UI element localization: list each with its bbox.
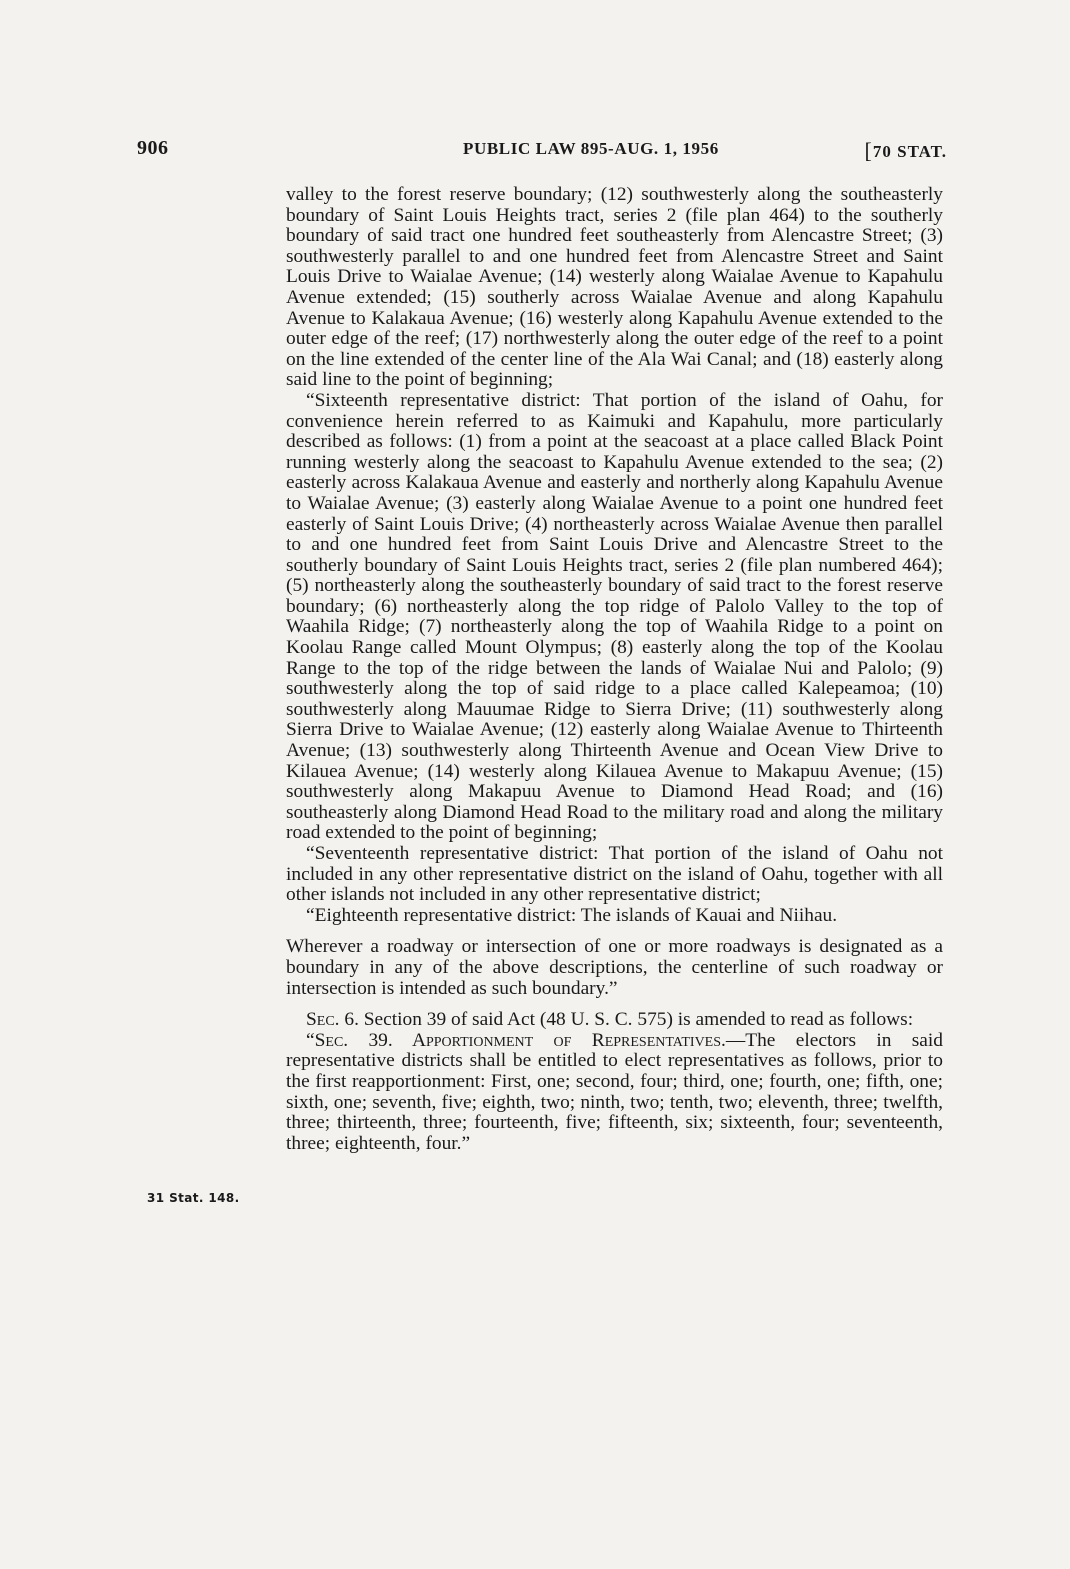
paragraph-sixteenth-district: “Sixteenth representative district: That portion of the island of Oahu, for convenience herein referred to as Kaimuki and Kapahulu, more particularly described as follows: (1) from a point at the seacoast at a place called Black Point running westerly along the seacoast to Kapahulu Avenue extended to the sea; (2) easterly across Kalakaua Avenue and easterly and northerly along Kapahulu Avenue to Waialae Avenue; (3) easterly along Waialae Avenue to a point one hundred feet easterly of Saint Louis Drive; (4) northeasterly across Waialae Avenue then parallel to and one hundred feet from Saint Louis Drive and Alencastre Street to the southerly boundary of Saint Louis Heights tract, series 2 (file plan numbered 464); (5) northeasterly along the southeasterly boundary of said tract to the forest reserve boundary; (6) northeasterly along the top ridge of Palolo Valley to the top of Waahila Ridge; (7) northeasterly along the top of Waahila Ridge to a point on Koolau Range called Mount Olympus; (8) easterly along the top of the Koolau Range to the top of the ridge between the lands of Waialae Nui and Palolo; (9) southwesterly along the top of said ridge to a place called Kalepeamoa; (10) southwesterly along Mauumae Ridge to Sierra Drive; (11) southwesterly along Sierra Drive to Waialae Avenue; (12) easterly along Waialae Avenue to Thirteenth Avenue; (13) southwesterly along Thirteenth Avenue and Ocean View Drive to Kilauea Avenue; (14) westerly along Kilauea Avenue to Makapuu Avenue; (15) southwesterly along Makapuu Avenue to Diamond Head Road; and (16) southeasterly along Diamond Head Road to the military road and along the military road extended to the point of beginning; [286, 389, 943, 844]
paragraph-seventeenth-district: “Seventeenth representative district: That portion of the island of Oahu not included in any other representative district on the island of Oahu, together with all other islands not included in any other representative district; [286, 843, 943, 906]
paragraph-eighteenth-district: “Eighteenth representative district: The islands of Kauai and Niihau. [306, 904, 838, 926]
paragraph-roadway-boundary: Wherever a roadway or intersection of one or more roadways is designated as a boundary in any of the above descriptions, the centerline of such roadway or intersection is intended as such boundary.” [286, 936, 943, 999]
section-39-heading: Sec. 39. Apportionment of Representatives. [314, 1029, 726, 1051]
section-6-label: Sec. 6. [306, 1009, 359, 1031]
section-39-open-quote: “ [306, 1029, 315, 1051]
running-head-title: PUBLIC LAW 895-AUG. 1, 1956 [463, 139, 719, 158]
body-text [286, 185, 943, 1154]
paragraph-section-39 [286, 1031, 943, 1155]
volume-label: 70 STAT. [872, 142, 947, 161]
section-39-text: —The electors in said representative districts shall be entitled to elect representatives as follows, prior to the first reapportionment: First, one; second, four; third, one; fourth, one; fifth, one; sixth, one; seventh, five; eighth, two; ninth, two; tenth, two; eleventh, three; twelfth, three; thirteenth, three; fourteenth, five; fifteenth, six; sixteenth, four; seventeenth, three; eighteenth, four.” [286, 1029, 943, 1154]
page-number: 906 [137, 137, 169, 159]
margin-citation: 31 Stat. 148. [147, 1191, 240, 1205]
paragraph-section-6 [286, 1010, 943, 1031]
paragraph-continuation: valley to the forest reserve boundary; (12) southwesterly along the southeasterly boundary of Saint Louis Heights tract, series 2 (file plan 464) to the southerly boundary of said tract one hundred feet southeasterly from Alencastre Street; (3) southwesterly parallel to and one hundred feet from Alencastre Street and Saint Louis Drive to Waialae Avenue; (14) westerly along Waialae Avenue to Kapahulu Avenue extended; (15) southerly across Waialae Avenue and along Kapahulu Avenue to Kalakaua Avenue; (16) westerly along Kapahulu Avenue extended to the outer edge of the reef; (17) northwesterly along the outer edge of the reef to a point on the line extended of the center line of the Ala Wai Canal; and (18) easterly along said line to the point of beginning; [286, 184, 943, 391]
volume-citation [865, 137, 947, 163]
volume-bracket: [ [864, 138, 873, 163]
running-head [137, 137, 947, 167]
section-6-text: Section 39 of said Act (48 U. S. C. 575) is amended to read as follows: [358, 1009, 914, 1031]
